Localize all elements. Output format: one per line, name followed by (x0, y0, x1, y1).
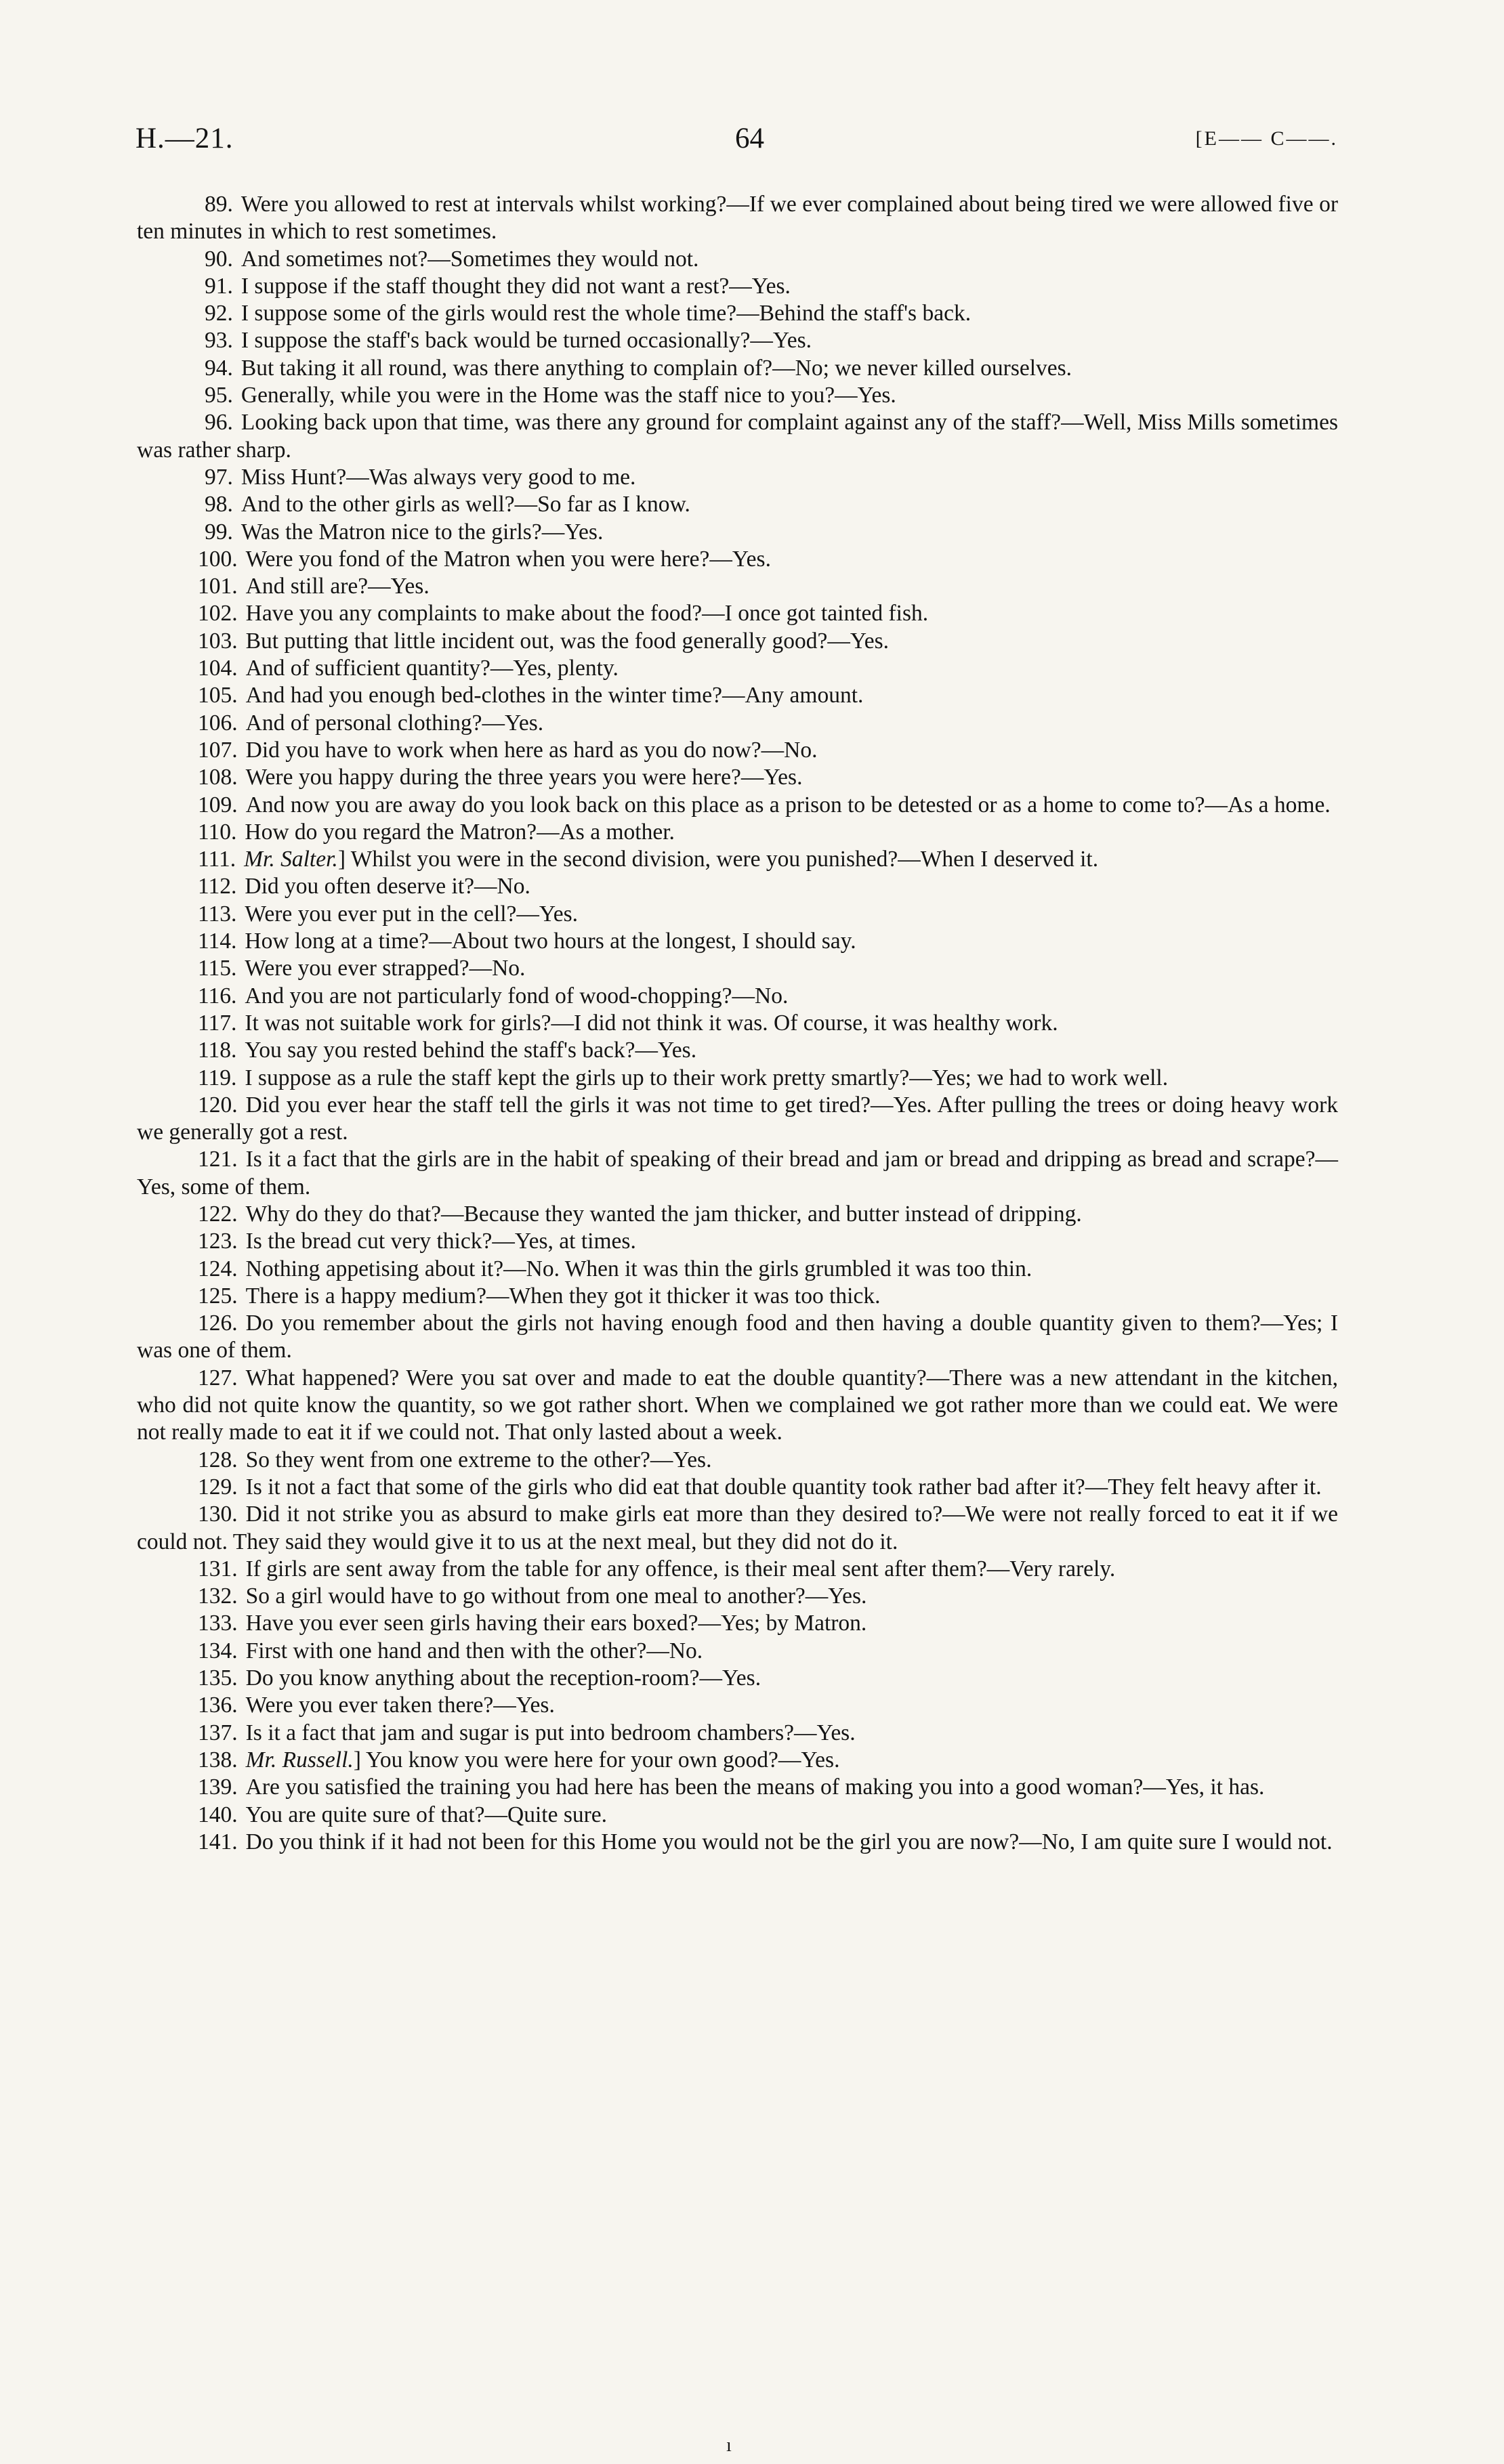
question-number: 124. (198, 1256, 238, 1281)
question-number: 113. (198, 901, 237, 927)
question-number: 126. (198, 1311, 238, 1336)
question-number: 135. (198, 1665, 238, 1691)
question-answer-text: I suppose as a rule the staff kept the girls up to their work pretty smartly?—Yes; we had to work well. (245, 1065, 1169, 1090)
question-answer-text: Nothing appetising about it?—No. When it was thin the girls grumbled it was too thin. (245, 1256, 1032, 1281)
testimony-paragraph (137, 682, 1338, 709)
testimony-paragraph (137, 1638, 1338, 1665)
question-answer-text: And you are not particularly fond of wood-chopping?—No. (245, 983, 789, 1008)
testimony-paragraph (137, 928, 1338, 955)
question-number: 101. (198, 574, 238, 599)
testimony-paragraph (137, 1610, 1338, 1637)
testimony-paragraph (137, 1692, 1338, 1719)
question-number: 111. (198, 847, 236, 872)
question-number: 116. (198, 983, 237, 1008)
testimony-paragraph (137, 1201, 1338, 1228)
question-number: 106. (198, 710, 238, 736)
question-answer-text: You know you were here for your own good?—Yes. (366, 1747, 840, 1772)
question-answer-text: Is it a fact that jam and sugar is put into bedroom chambers?—Yes. (245, 1720, 856, 1745)
page-number: 64 (735, 123, 764, 154)
question-answer-text: Miss Hunt?—Was always very good to me. (241, 464, 636, 490)
question-answer-text: Do you think if it had not been for this Home you would not be the girl you are now?—No, I am quite sure I would not. (245, 1829, 1333, 1854)
question-answer-text: Did it not strike you as absurd to make girls eat more than they desired to?—We were not really forced to eat it if we could not. They said they would give it to us at the next meal, but they did not do it. (137, 1502, 1338, 1554)
question-answer-text: Are you satisfied the training you had here has been the means of making you into a good woman?—Yes, it has. (245, 1775, 1265, 1800)
question-answer-text: And still are?—Yes. (245, 574, 430, 599)
testimony-paragraph (137, 1010, 1338, 1037)
testimony-paragraph (137, 1829, 1338, 1856)
question-answer-text: There is a happy medium?—When they got it thicker it was too thick. (245, 1283, 881, 1309)
question-answer-text: But taking it all round, was there anything to complain of?—No; we never killed ourselves. (241, 355, 1072, 381)
testimony-paragraph (137, 1037, 1338, 1064)
question-number: 105. (198, 683, 238, 708)
question-answer-text: I suppose the staff's back would be turned occasionally?—Yes. (241, 328, 812, 354)
question-number: 131. (198, 1556, 238, 1581)
question-answer-text: Was the Matron nice to the girls?—Yes. (241, 519, 604, 545)
page-header (135, 122, 1338, 163)
question-number: 114. (198, 929, 237, 954)
question-number: 120. (198, 1092, 238, 1118)
question-number: 91. (205, 273, 233, 299)
testimony-paragraph (137, 546, 1338, 573)
testimony-paragraph (137, 1774, 1338, 1801)
question-answer-text: Do you know anything about the reception-room?—Yes. (245, 1665, 761, 1691)
question-number: 98. (205, 492, 233, 517)
testimony-paragraph (137, 519, 1338, 546)
witness-initials: [E—— C——. (1195, 127, 1338, 150)
question-answer-text: And of personal clothing?—Yes. (245, 710, 544, 736)
question-answer-text: It was not suitable work for girls?—I did not think it was. Of course, it was healthy work. (245, 1010, 1058, 1036)
question-number: 141. (198, 1829, 238, 1854)
question-number: 112. (198, 874, 237, 899)
testimony-paragraph (137, 955, 1338, 982)
question-number: 134. (198, 1638, 238, 1663)
question-answer-text: Whilst you were in the second division, were you punished?—When I deserved it. (350, 847, 1099, 872)
question-number: 125. (198, 1283, 238, 1309)
question-answer-text: Did you often deserve it?—No. (245, 874, 530, 899)
testimony-paragraph (137, 901, 1338, 928)
question-number: 89. (205, 192, 233, 217)
question-answer-text: You say you rested behind the staff's back?—Yes. (245, 1038, 697, 1063)
question-answer-text: Were you happy during the three years you were here?—Yes. (245, 765, 803, 790)
question-answer-text: Generally, while you were in the Home was the staff nice to you?—Yes. (241, 383, 896, 408)
question-number: 110. (198, 819, 237, 845)
testimony-paragraph (137, 1228, 1338, 1255)
question-number: 139. (198, 1775, 238, 1800)
testimony-paragraph (137, 464, 1338, 491)
question-answer-text: Do you remember about the girls not having enough food and then having a double quantity given to them?—Yes; I was one of them. (137, 1311, 1338, 1363)
testimony-paragraph (137, 983, 1338, 1010)
question-number: 127. (198, 1365, 238, 1390)
testimony-paragraph (137, 191, 1338, 246)
question-answer-text: How do you regard the Matron?—As a mother. (245, 819, 675, 845)
testimony-paragraph (137, 764, 1338, 791)
testimony-paragraph (137, 246, 1338, 273)
question-answer-text: Were you ever strapped?—No. (245, 956, 526, 981)
question-answer-text: Were you ever taken there?—Yes. (245, 1693, 555, 1718)
question-answer-text: Were you allowed to rest at intervals whilst working?—If we ever complained about being tired we were allowed five or ten minutes in which to rest sometimes. (137, 192, 1338, 245)
question-answer-text: And sometimes not?—Sometimes they would not. (241, 246, 699, 272)
testimony-paragraph (137, 491, 1338, 518)
testimony-paragraph (137, 273, 1338, 300)
testimony-paragraph (137, 1146, 1338, 1201)
question-number: 119. (198, 1065, 237, 1090)
question-number: 133. (198, 1611, 238, 1636)
question-number: 115. (198, 956, 237, 981)
testimony-paragraph (137, 655, 1338, 682)
question-number: 100. (198, 546, 238, 572)
testimony-paragraph (137, 1583, 1338, 1610)
question-number: 118. (198, 1038, 237, 1063)
examiner-name: Mr. Russell. (245, 1747, 354, 1772)
question-number: 96. (205, 410, 233, 436)
question-answer-text: So a girl would have to go without from one meal to another?—Yes. (245, 1584, 867, 1609)
question-answer-text: I suppose if the staff thought they did not want a rest?—Yes. (241, 273, 791, 299)
question-answer-text: Is the bread cut very thick?—Yes, at times. (245, 1229, 636, 1254)
testimony-paragraph (137, 1556, 1338, 1583)
question-answer-text: And had you enough bed-clothes in the winter time?—Any amount. (245, 683, 864, 708)
testimony-paragraph (137, 573, 1338, 600)
question-number: 132. (198, 1584, 238, 1609)
question-number: 121. (198, 1147, 238, 1172)
testimony-paragraph (137, 1092, 1338, 1147)
question-number: 117. (198, 1010, 237, 1036)
question-answer-text: If girls are sent away from the table for any offence, is their meal sent after them?—Very rarely. (245, 1556, 1116, 1581)
testimony-paragraph (137, 628, 1338, 655)
question-answer-text: How long at a time?—About two hours at the longest, I should say. (245, 929, 856, 954)
testimony-paragraph (137, 409, 1338, 464)
question-answer-text: What happened? Were you sat over and made to eat the double quantity?—There was a new attendant in the kitchen, who did not quite know the quantity, so we got rather short. When we complained we got rather more than we could eat. We were not really made to eat it if we could not. That only lasted about a week. (137, 1365, 1338, 1445)
testimony-paragraph (137, 1501, 1338, 1556)
question-answer-text: Is it a fact that the girls are in the habit of speaking of their bread and jam or bread and dripping as bread and scrape?—Yes, some of them. (137, 1147, 1338, 1199)
paper-reference: H.—21. (135, 123, 234, 154)
testimony-paragraph (137, 1065, 1338, 1092)
question-answer-text: Were you fond of the Matron when you were here?—Yes. (245, 546, 771, 572)
question-answer-text: But putting that little incident out, was the food generally good?—Yes. (245, 628, 889, 654)
question-number: 130. (198, 1502, 238, 1527)
question-answer-text: Have you any complaints to make about the food?—I once got tainted fish. (245, 601, 929, 626)
testimony-paragraph (137, 737, 1338, 764)
question-answer-text: And of sufficient quantity?—Yes, plenty. (245, 656, 619, 681)
question-number: 128. (198, 1447, 238, 1472)
testimony-paragraph (137, 355, 1338, 382)
testimony-paragraph (137, 382, 1338, 409)
question-number: 93. (205, 328, 233, 354)
stray-mark: ı (726, 2435, 732, 2456)
question-number: 122. (198, 1201, 238, 1227)
testimony-paragraph: 111. Mr. Salter.] Whilst you were in the second division, were you punished?—When I deserved it. (198, 847, 1099, 872)
question-answer-text: Is it not a fact that some of the girls who did eat that double quantity took rather bad after it?—They felt heavy after it. (245, 1474, 1322, 1500)
testimony-paragraph (137, 1447, 1338, 1474)
question-answer-text: Did you have to work when here as hard as you do now?—No. (245, 737, 818, 763)
question-number: 140. (198, 1802, 238, 1827)
question-answer-text: First with one hand and then with the other?—No. (245, 1638, 703, 1663)
testimony-paragraph (137, 1365, 1338, 1447)
testimony-paragraph (137, 1665, 1338, 1692)
question-number: 99. (205, 519, 233, 545)
question-number: 95. (205, 383, 233, 408)
testimony-paragraph (137, 1283, 1338, 1310)
testimony-paragraph (137, 792, 1338, 819)
question-answer-text: You are quite sure of that?—Quite sure. (245, 1802, 608, 1827)
testimony-paragraph (137, 1256, 1338, 1283)
testimony-paragraph (137, 327, 1338, 354)
question-number: 94. (205, 355, 233, 381)
question-number: 92. (205, 301, 233, 326)
question-answer-text: So they went from one extreme to the other?—Yes. (245, 1447, 712, 1472)
question-number: 102. (198, 601, 238, 626)
testimony-paragraph (137, 600, 1338, 627)
question-number: 136. (198, 1693, 238, 1718)
testimony-paragraph (137, 873, 1338, 900)
testimony-paragraph (137, 1802, 1338, 1829)
question-number: 103. (198, 628, 238, 654)
testimony-paragraph: 138. Mr. Russell.] You know you were here for your own good?—Yes. (198, 1747, 840, 1772)
testimony-paragraph (137, 710, 1338, 737)
question-number: 129. (198, 1474, 238, 1500)
question-number: 109. (198, 792, 238, 817)
question-number: 90. (205, 246, 233, 272)
question-answer-text: Why do they do that?—Because they wanted the jam thicker, and butter instead of dripping. (245, 1201, 1082, 1227)
question-answer-text: Did you ever hear the staff tell the girls it was not time to get tired?—Yes. After pulling the trees or doing heavy work we generally got a rest. (137, 1092, 1338, 1145)
question-answer-text: And now you are away do you look back on this place as a prison to be detested or as a home to come to?—As a home. (245, 792, 1331, 817)
testimony-paragraph (137, 300, 1338, 327)
testimony-paragraph (137, 1474, 1338, 1501)
question-answer-text: Have you ever seen girls having their ears boxed?—Yes; by Matron. (245, 1611, 867, 1636)
question-number: 137. (198, 1720, 238, 1745)
question-number: 97. (205, 464, 233, 490)
question-answer-text: I suppose some of the girls would rest the whole time?—Behind the staff's back. (241, 301, 972, 326)
testimony-body (137, 191, 1338, 1856)
question-number: 107. (198, 737, 238, 763)
testimony-paragraph (137, 819, 1338, 846)
question-number: 123. (198, 1229, 238, 1254)
question-number: 138. (198, 1747, 238, 1772)
testimony-paragraph (137, 1310, 1338, 1365)
question-answer-text: Looking back upon that time, was there any ground for complaint against any of the staff?—Well, Miss Mills sometimes was rather sharp. (137, 410, 1338, 463)
question-number: 108. (198, 765, 238, 790)
examiner-name: Mr. Salter. (244, 847, 338, 872)
question-number: 104. (198, 656, 238, 681)
question-answer-text: And to the other girls as well?—So far as I know. (241, 492, 690, 517)
testimony-paragraph (137, 1720, 1338, 1747)
question-answer-text: Were you ever put in the cell?—Yes. (245, 901, 578, 927)
